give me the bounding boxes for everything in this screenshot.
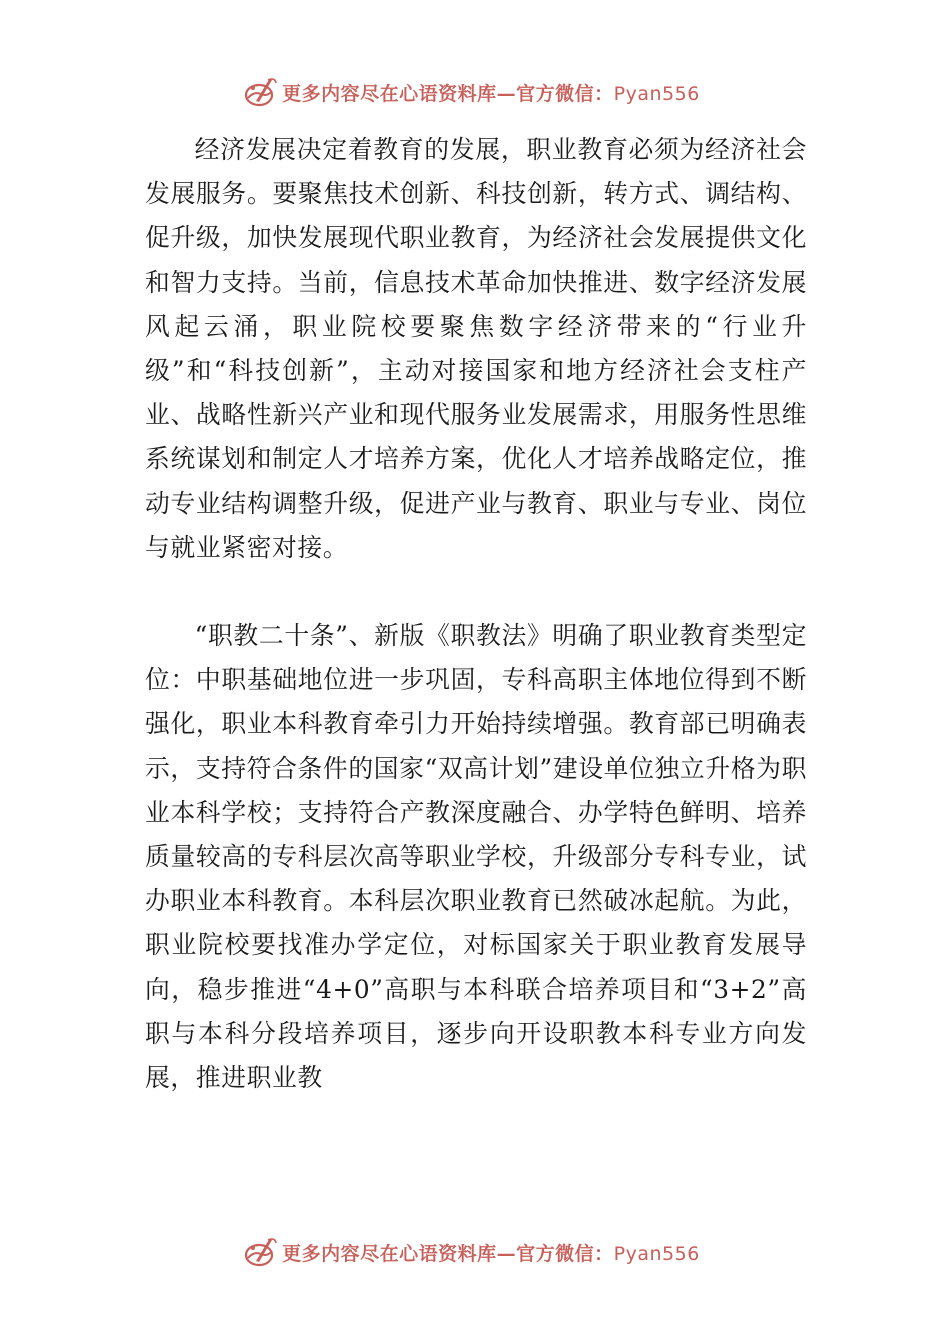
footer-wechat-id: Pyan556 [613,1242,700,1265]
footer-banner-content [242,1234,700,1270]
footer-banner-text [282,1239,700,1266]
book-quill-logo-icon [242,1234,278,1270]
document-body [145,128,807,1100]
footer-banner-label: 更多内容尽在心语资料库—官方微信： [282,1242,614,1265]
book-quill-logo-icon [242,74,278,110]
paragraph-1: 经济发展决定着教育的发展，职业教育必须为经济社会发展服务。要聚焦技术创新、科技创新，转方式、调结构、促升级，加快发展现代职业教育，为经济社会发展提供文化和智力支持。当前，信息技术革命加快推进、数字经济发展风起云涌，职业院校要聚焦数字经济带来的“行业升级”和“科技创新”，主动对接国家和地方经济社会支柱产业、战略性新兴产业和现代服务业发展需求，用服务性思维系统谋划和制定人才培养方案，优化人才培养战略定位，推动专业结构调整升级，促进产业与教育、职业与专业、岗位与就业紧密对接。 [145,135,807,562]
header-banner-content [242,74,700,110]
header-wechat-id: Pyan556 [613,82,700,105]
header-banner [0,72,950,112]
header-banner-label: 更多内容尽在心语资料库—官方微信： [282,82,614,105]
paragraph-2: “职教二十条”、新版《职教法》明确了职业教育类型定位：中职基础地位进一步巩固，专科高职主体地位得到不断强化，职业本科教育牵引力开始持续增强。教育部已明确表示，支持符合条件的国家“双高计划”建设单位独立升格为职业本科学校；支持符合产教深度融合、办学特色鲜明、培养质量较高的专科层次高等职业学校，升级部分专科专业，试办职业本科教育。本科层次职业教育已然破冰起航。为此，职业院校要找准办学定位，对标国家关于职业教育发展导向，稳步推进“4+0”高职与本科联合培养项目和“3+2”高职与本科分段培养项目，逐步向开设职教本科专业方向发展，推进职业教 [145,621,807,1093]
header-banner-text [282,79,700,106]
footer-banner [0,1232,950,1272]
